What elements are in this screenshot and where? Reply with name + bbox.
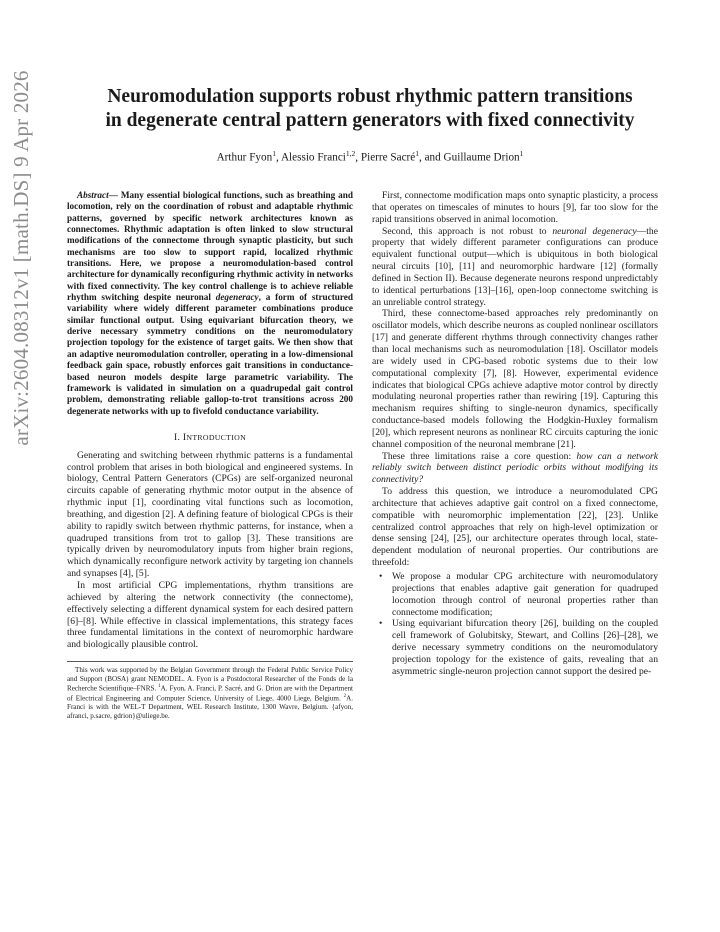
- paragraph-text: These three limitations raise a core question:: [382, 450, 577, 462]
- title-line-2: in degenerate central pattern generators with fixed connectivity: [105, 110, 635, 131]
- affiliation-mark: 1: [415, 149, 419, 158]
- section-heading-introduction: [67, 432, 353, 444]
- paragraph: To address this question, we introduce a neuromodulated CPG architecture that achieves adaptive gait control on a fixed connectome, compatible with neuromorphic implementation [22], [23]. Unlike centralized control approaches that rely on high-level optimization or dense sensing [24], [25], our architecture operates through local, state-dependent modulation of neuronal properties. Our contributions are threefold:: [372, 486, 658, 569]
- abstract-emphasis: degeneracy: [215, 292, 259, 303]
- left-column: [67, 190, 353, 720]
- footnote: [67, 661, 353, 720]
- title-line-1: Neuromodulation supports robust rhythmic pattern transitions: [107, 86, 633, 107]
- abstract-text-2: , a form of structured variability where widely different parameter combinations produce similar functional output. Using equivariant bifurcation theory, we derive necessary symmetry conditions on the neuromodulatory projection topology for the existence of target gaits. We then show that an adaptive neuromodulation controller, operating in a low-dimensional feedback gain space, robustly enforces gait transitions in conductance-based neuron models despite large parametric variability. The framework is validated in simulation on a quadrupedal gait control problem, demonstrating reliable gallop-to-trot transitions across 200 degenerate networks with up to fivefold conductance variability.: [67, 292, 353, 416]
- paragraph: [372, 226, 658, 309]
- footnote-mark: 2: [343, 694, 347, 700]
- author-name: Guillaume Drion: [443, 151, 520, 164]
- abstract-label: Abstract: [77, 190, 109, 200]
- paragraph-text: Second, this approach is not robust to: [382, 225, 553, 237]
- paragraph: In most artificial CPG implementations, rhythm transitions are achieved by altering the network connectivity (the connectome), effectively selecting a different dynamical system for each desired pattern [6]–[8]. While effective in classical implementations, this strategy faces three fundamental limitations in the context of neuromorphic hardware and biologically plausible control.: [67, 580, 353, 651]
- arxiv-stamp: arXiv:2604.08312v1 [math.DS] 9 Apr 2026: [9, 70, 33, 446]
- footnote-text: A. Franci is with the WEL-T Department, WEL Research Institute, 1300 Wavre, Belgium. {afyon, afranci, p.sacre, gdrion}@uliege.be.: [67, 694, 353, 720]
- author-separator: ,: [275, 151, 281, 164]
- author-list: [60, 149, 680, 164]
- list-item: • Using equivariant bifurcation theory [26], building on the coupled cell framework of Golubitsky, Stewart, and Collins [26]–[28], we derive necessary symmetry conditions on the neuromodulatory projection topology for the existence of gaits, revealing that an asymmetric single-neuron projection cannot support the desired pe-: [372, 618, 658, 677]
- contribution-list: [372, 571, 658, 678]
- affiliation-mark: 1,2: [345, 149, 356, 158]
- research-question: how can a network reliably switch between distinct periodic orbits without modifying its connectivity?: [372, 450, 658, 486]
- footnote-text: This work was supported by the Belgian Government through the Federal Public Service Policy and Support (BOSA) grant NEMODEL. A. Fyon is a Postdoctoral Researcher of the Fonds de la Recherche Scientifique–FNRS.: [67, 666, 353, 693]
- paragraph-text: —the property that widely different parameter configurations can produce equivalent functional output—which is ubiquitous in both biological neural circuits [10], [11] and neuromorphic hardware [12] (formally defined in Section II). Because degenerate neurons respond unpredictably to identical perturbations [13]–[16], open-loop connectome switching is an unreliable control strategy.: [372, 225, 658, 308]
- author-separator: ,: [355, 151, 361, 164]
- abstract-dash: —: [108, 190, 121, 200]
- paper-title: [60, 85, 680, 133]
- footnote-text: A. Fyon, A. Franci, P. Sacré, and G. Drion are with the Department of Electrical Engineering and Computer Science, University of Liege, 4000 Liege, Belgium.: [67, 684, 353, 703]
- paragraph-emphasis: neuronal degeneracy: [552, 225, 637, 237]
- section-name-initial: I: [182, 431, 187, 443]
- author-separator: , and: [418, 151, 444, 164]
- abstract-text: Many essential biological functions, such as breathing and locomotion, rely on the coordination of robust and adaptable rhythmic patterns, governed by specific network architectures known as connectomes. Rhythmic adaptation is often linked to slow structural modifications of the connectome through synaptic plasticity, but such mechanisms are too slow to support rapid, localized rhythmic transitions. Here, we propose a neuromodulation-based control architecture for dynamically reconfiguring rhythmic activity in networks with fixed connectivity. The key control challenge is to achieve reliable rhythm switching despite neuronal: [67, 190, 353, 303]
- section-number: I.: [173, 431, 183, 443]
- paragraph: Generating and switching between rhythmic patterns is a fundamental control problem that arises in both biological and engineered systems. In biology, Central Pattern Generators (CPGs) are self-organized neuronal circuits capable of generating rhythmic motor output in the absence of rhythmic input [1], coordinating vital functions such as locomotion, breathing, and digestion [2]. A defining feature of biological CPGs is their ability to rapidly switch between rhythmic patterns, for instance, when a quadruped transitions from trot to gallop [3]. These transitions are typically driven by neuromodulatory inputs from higher brain regions, which dynamically reconfigure network activity by targeting ion channels and synapses [4], [5].: [67, 449, 353, 580]
- affiliation-mark: 1: [272, 149, 276, 158]
- affiliation-mark: 1: [519, 149, 524, 158]
- footnote-mark: 1: [158, 684, 161, 690]
- section-name-rest: NTRODUCTION: [186, 432, 246, 442]
- list-item: • We propose a modular CPG architecture with neuromodulatory projections that enables adaptive gait generation for quadruped locomotion through control of neuronal properties rather than connectome modification;: [372, 571, 658, 618]
- right-column: [372, 190, 658, 678]
- author-name: Pierre Sacré: [360, 151, 416, 164]
- paragraph: Third, these connectome-based approaches rely predominantly on oscillator models, which describe neurons as coupled nonlinear oscillators [17] and generate different rhythms through connectivity changes rather than local mechanisms such as neuromodulation [18]. Oscillator models are widely used in CPG-based robotic systems due to their low computational complexity [7], [8]. However, experimental evidence indicates that biological CPGs achieve adaptive motor control by directly modulating neuronal properties rather than rewiring [19]. Capturing this mechanism requires shifting to single-neuron dynamics, specifically conductance-based models following the Hodgkin-Huxley formalism [20], which represent neurons as nonlinear RC circuits capturing the ionic channel composition of the neuronal membrane [21].: [372, 308, 658, 450]
- author-name: Alessio Franci: [280, 151, 346, 164]
- paragraph: First, connectome modification maps onto synaptic plasticity, a process that operates on timescales of minutes to hours [9], far too slow for the rapid transitions observed in animal locomotion.: [372, 190, 658, 225]
- paragraph: [372, 451, 658, 487]
- author-name: Arthur Fyon: [216, 151, 273, 164]
- abstract: [67, 190, 353, 417]
